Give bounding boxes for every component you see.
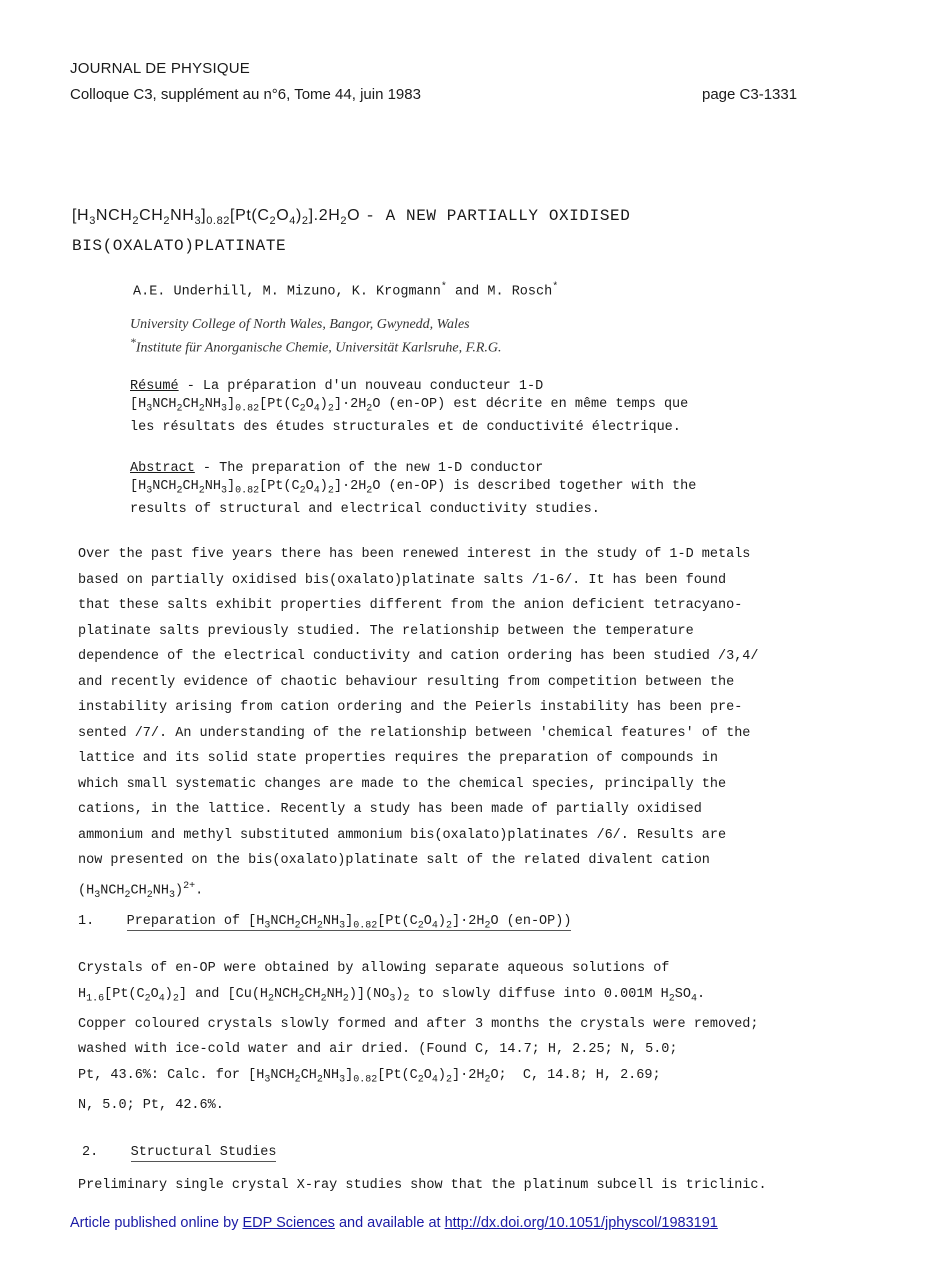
- affiliation-1: University College of North Wales, Bangor, Gwynedd, Wales: [130, 317, 470, 332]
- section-2-title: Structural Studies: [130, 1145, 277, 1160]
- author-mark: *: [440, 282, 447, 293]
- abstract-formula-line: $[H_3NCH_2CH_2NH_3]_{0.82}[Pt(C_2O_4)_2]\cdot 2H_2O$ (en-OP) is described together with the: [130, 479, 697, 497]
- body-line: sented /7/. An understanding of the relationship between 'chemical features' of the: [78, 725, 751, 741]
- section-2-number: 2.: [82, 1145, 99, 1160]
- resume-block: [130, 378, 820, 437]
- prep-line-6: N, 5.0; Pt, 42.6%.: [78, 1097, 224, 1113]
- title-formula: $[H_3NCH_2CH_2NH_3]_{0.82}[Pt(C_2O_4)_2].2H_2O$: [72, 207, 361, 227]
- prep-line-5-start: Pt, 43.6%: Calc. for: [78, 1067, 241, 1083]
- section-1-title-suffix: (en-OP)): [506, 914, 572, 929]
- prep-line-3: Copper coloured crystals slowly formed and after 3 months the crystals were removed;: [78, 1016, 759, 1032]
- cation-formula: $(H_3NCH_2CH_2NH_3)^{2+}$.: [78, 880, 204, 901]
- paper-title: [72, 203, 832, 259]
- section-1-title-prefix: Preparation of: [126, 914, 241, 929]
- resume-line-1: - La préparation d'un nouveau conducteur 1-D: [186, 379, 544, 394]
- author-mark: *: [552, 282, 559, 293]
- body-line: and recently evidence of chaotic behaviour resulting from competition between the: [78, 674, 735, 690]
- abstract-block: [130, 460, 820, 519]
- prep-line-2-end: to slowly diffuse into 0.001M: [417, 986, 653, 1002]
- journal-name: JOURNAL DE PHYSIQUE: [70, 60, 250, 77]
- edp-sciences-link[interactable]: EDP Sciences: [242, 1215, 335, 1231]
- body-line: lattice and its solid state properties requires the preparation of compounds in: [78, 751, 719, 766]
- resume-line-3: les résultats des études structurales et de conductivité électrique.: [130, 419, 681, 435]
- authors: [133, 282, 558, 300]
- affiliations: [130, 316, 502, 358]
- body-line: which small systematic changes are made to the chemical species, principally the: [78, 776, 727, 792]
- body-line: based on partially oxidised bis(oxalato)platinate salts /1-6/. It has been found: [78, 572, 727, 588]
- footer-prefix: Article published online by: [70, 1215, 239, 1231]
- section-2-heading: [82, 1145, 276, 1160]
- abstract-line-1: - The preparation of the new 1-D conductor: [202, 461, 544, 476]
- abstract-label: Abstract: [130, 461, 195, 476]
- body-line: that these salts exhibit properties different from the anion deficient tetracyano-: [78, 598, 743, 613]
- affiliation-mark: *: [130, 336, 136, 349]
- resume-formula-line: $[H_3NCH_2CH_2NH_3]_{0.82}[Pt(C_2O_4)_2]\cdot 2H_2O$ (en-OP) est décrite en même temps que: [130, 397, 689, 415]
- title-line-2: BIS(OXALATO)PLATINATE: [72, 237, 287, 255]
- footer-notice: [70, 1215, 718, 1231]
- section-1-number: 1.: [78, 914, 95, 929]
- prep-line-5: Pt, 43.6%: Calc. for $[H_3NCH_2CH_2NH_3]_{0.82}[Pt(C_2O_4)_2]\cdot 2H_2O$; C, 14.8; H, 2.69;: [78, 1067, 661, 1086]
- structural-text: Preliminary single crystal X-ray studies show that the platinum subcell is triclinic.: [78, 1178, 767, 1193]
- title-line-1: [72, 203, 832, 234]
- cation-charge: 2+: [183, 880, 196, 892]
- prep-line-5-end: C, 14.8; H, 2.69;: [522, 1067, 661, 1083]
- body-line: dependence of the electrical conductivity and cation ordering has been studied /3,4/: [78, 649, 759, 664]
- abstract-line-3: results of structural and electrical conductivity studies.: [130, 501, 600, 517]
- resume-formula-suffix: (en-OP) est décrite en même temps que: [388, 397, 689, 412]
- prep-line-2-mid: and: [195, 986, 220, 1002]
- body-line: instability arising from cation ordering and the Peierls instability has been pre-: [78, 700, 743, 715]
- page-number: page C3-1331: [702, 86, 798, 103]
- title-line-1-text: - A NEW PARTIALLY OXIDISED: [365, 207, 631, 225]
- affiliation-2-row: [130, 334, 502, 358]
- authors-text: A.E. Underhill, M. Mizuno, K. Krogmann: [133, 284, 441, 300]
- body-line: platinate salts previously studied. The relationship between the temperature: [78, 623, 694, 639]
- doi-link[interactable]: http://dx.doi.org/10.1051/jphyscol/1983191: [444, 1215, 718, 1231]
- resume-label: Résumé: [130, 379, 179, 394]
- body-line: cations, in the lattice. Recently a study has been made of partially oxidised: [78, 802, 702, 817]
- abstract-formula-suffix: (en-OP) is described together with the: [388, 479, 697, 494]
- authors-and: and M. Rosch: [454, 284, 553, 300]
- prep-line-2: $H_{1.6}[Pt(C_2O_4)_2]$ and $[Cu(H_2NCH_2CH_2NH_2)](NO_3)_2$ to slowly diffuse into 0.001M $H_2SO_4$.: [78, 986, 706, 1005]
- prep-line-1: Crystals of en-OP were obtained by allowing separate aqueous solutions of: [78, 961, 670, 976]
- footer-middle: and available at: [338, 1215, 441, 1231]
- body-line: now presented on the bis(oxalato)platinate salt of the related divalent cation: [78, 853, 710, 868]
- prep-line-4: washed with ice-cold water and air dried. (Found C, 14.7; H, 2.25; N, 5.0;: [78, 1042, 678, 1058]
- section-1-heading: 1. Preparation of $[H_3NCH_2CH_2NH_3]_{0.82}[Pt(C_2O_4)_2]\cdot 2H_2O$ (en-OP)): [78, 914, 572, 932]
- preparation-paragraph: [78, 956, 848, 1118]
- body-line: ammonium and methyl substituted ammonium bis(oxalato)platinates /6/. Results are: [78, 827, 727, 843]
- colloque-info: Colloque C3, supplément au n°6, Tome 44, juin 1983: [70, 86, 421, 103]
- intro-paragraph: [78, 542, 848, 908]
- body-line: Over the past five years there has been renewed interest in the study of 1-D metals: [78, 547, 751, 562]
- affiliation-2: Institute für Anorganische Chemie, Universität Karlsruhe, F.R.G.: [135, 340, 502, 356]
